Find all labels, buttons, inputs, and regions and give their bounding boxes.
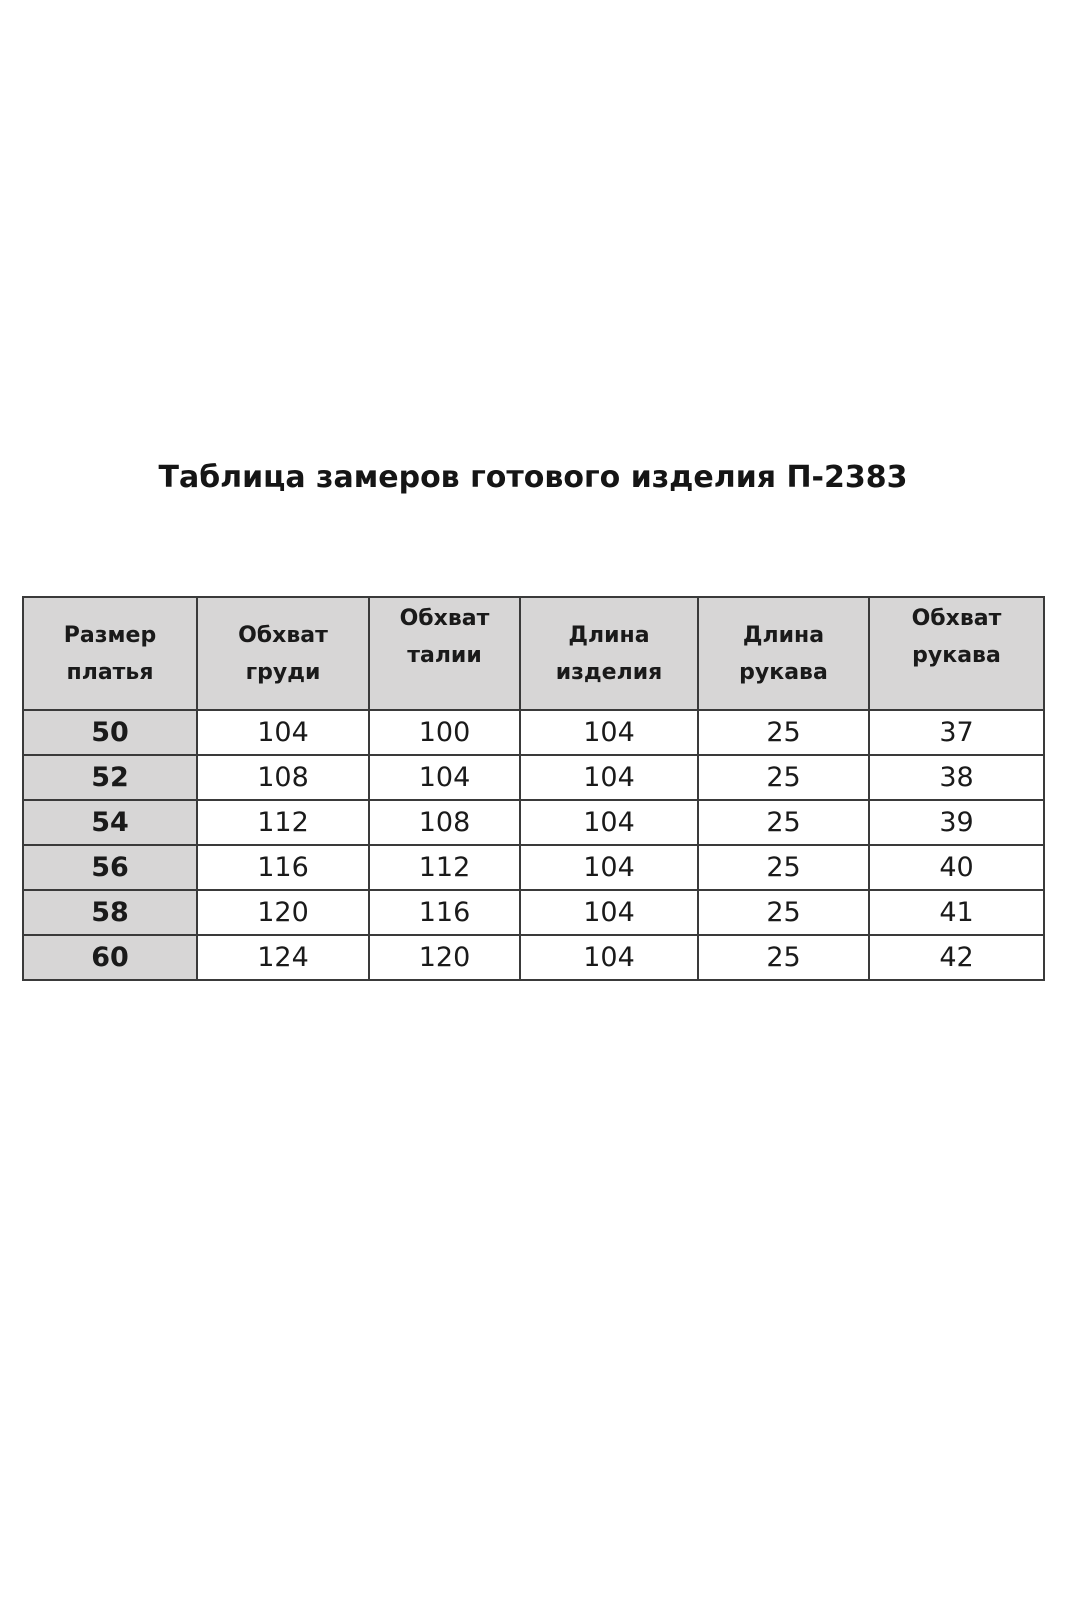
waist-cell: 104 [369, 755, 520, 800]
sleeve-length-cell: 25 [698, 935, 869, 980]
waist-cell: 116 [369, 890, 520, 935]
table-row [23, 890, 1044, 935]
header-sleeve-length: Длина рукава [698, 597, 869, 710]
sleeve-girth-cell: 39 [869, 800, 1044, 845]
waist-cell: 112 [369, 845, 520, 890]
chest-cell: 120 [197, 890, 369, 935]
table-row [23, 755, 1044, 800]
chest-cell: 104 [197, 710, 369, 755]
table-row [23, 935, 1044, 980]
length-cell: 104 [520, 935, 698, 980]
size-cell: 54 [23, 800, 197, 845]
sleeve-length-cell: 25 [698, 845, 869, 890]
length-cell: 104 [520, 890, 698, 935]
sleeve-girth-cell: 38 [869, 755, 1044, 800]
chest-cell: 108 [197, 755, 369, 800]
length-cell: 104 [520, 755, 698, 800]
sleeve-girth-cell: 40 [869, 845, 1044, 890]
size-cell: 56 [23, 845, 197, 890]
waist-cell: 108 [369, 800, 520, 845]
header-waist-girth: Обхват талии [369, 597, 520, 710]
table-row [23, 710, 1044, 755]
page-title: Таблица замеров готового изделия П-2383 [158, 460, 908, 495]
chest-cell: 124 [197, 935, 369, 980]
header-chest-girth: Обхват груди [197, 597, 369, 710]
header-dress-size: Размер платья [23, 597, 197, 710]
header-sleeve-girth: Обхват рукава [869, 597, 1044, 710]
table-row [23, 800, 1044, 845]
table-row [23, 845, 1044, 890]
length-cell: 104 [520, 710, 698, 755]
size-cell: 58 [23, 890, 197, 935]
sleeve-length-cell: 25 [698, 890, 869, 935]
chest-cell: 112 [197, 800, 369, 845]
chest-cell: 116 [197, 845, 369, 890]
sleeve-length-cell: 25 [698, 710, 869, 755]
waist-cell: 100 [369, 710, 520, 755]
sleeve-length-cell: 25 [698, 755, 869, 800]
size-cell: 50 [23, 710, 197, 755]
length-cell: 104 [520, 845, 698, 890]
sleeve-length-cell: 25 [698, 800, 869, 845]
size-measurements-table [22, 596, 1045, 981]
sleeve-girth-cell: 37 [869, 710, 1044, 755]
waist-cell: 120 [369, 935, 520, 980]
size-cell: 52 [23, 755, 197, 800]
sleeve-girth-cell: 41 [869, 890, 1044, 935]
header-garment-length: Длина изделия [520, 597, 698, 710]
length-cell: 104 [520, 800, 698, 845]
sleeve-girth-cell: 42 [869, 935, 1044, 980]
size-cell: 60 [23, 935, 197, 980]
table-header-row [23, 597, 1044, 710]
